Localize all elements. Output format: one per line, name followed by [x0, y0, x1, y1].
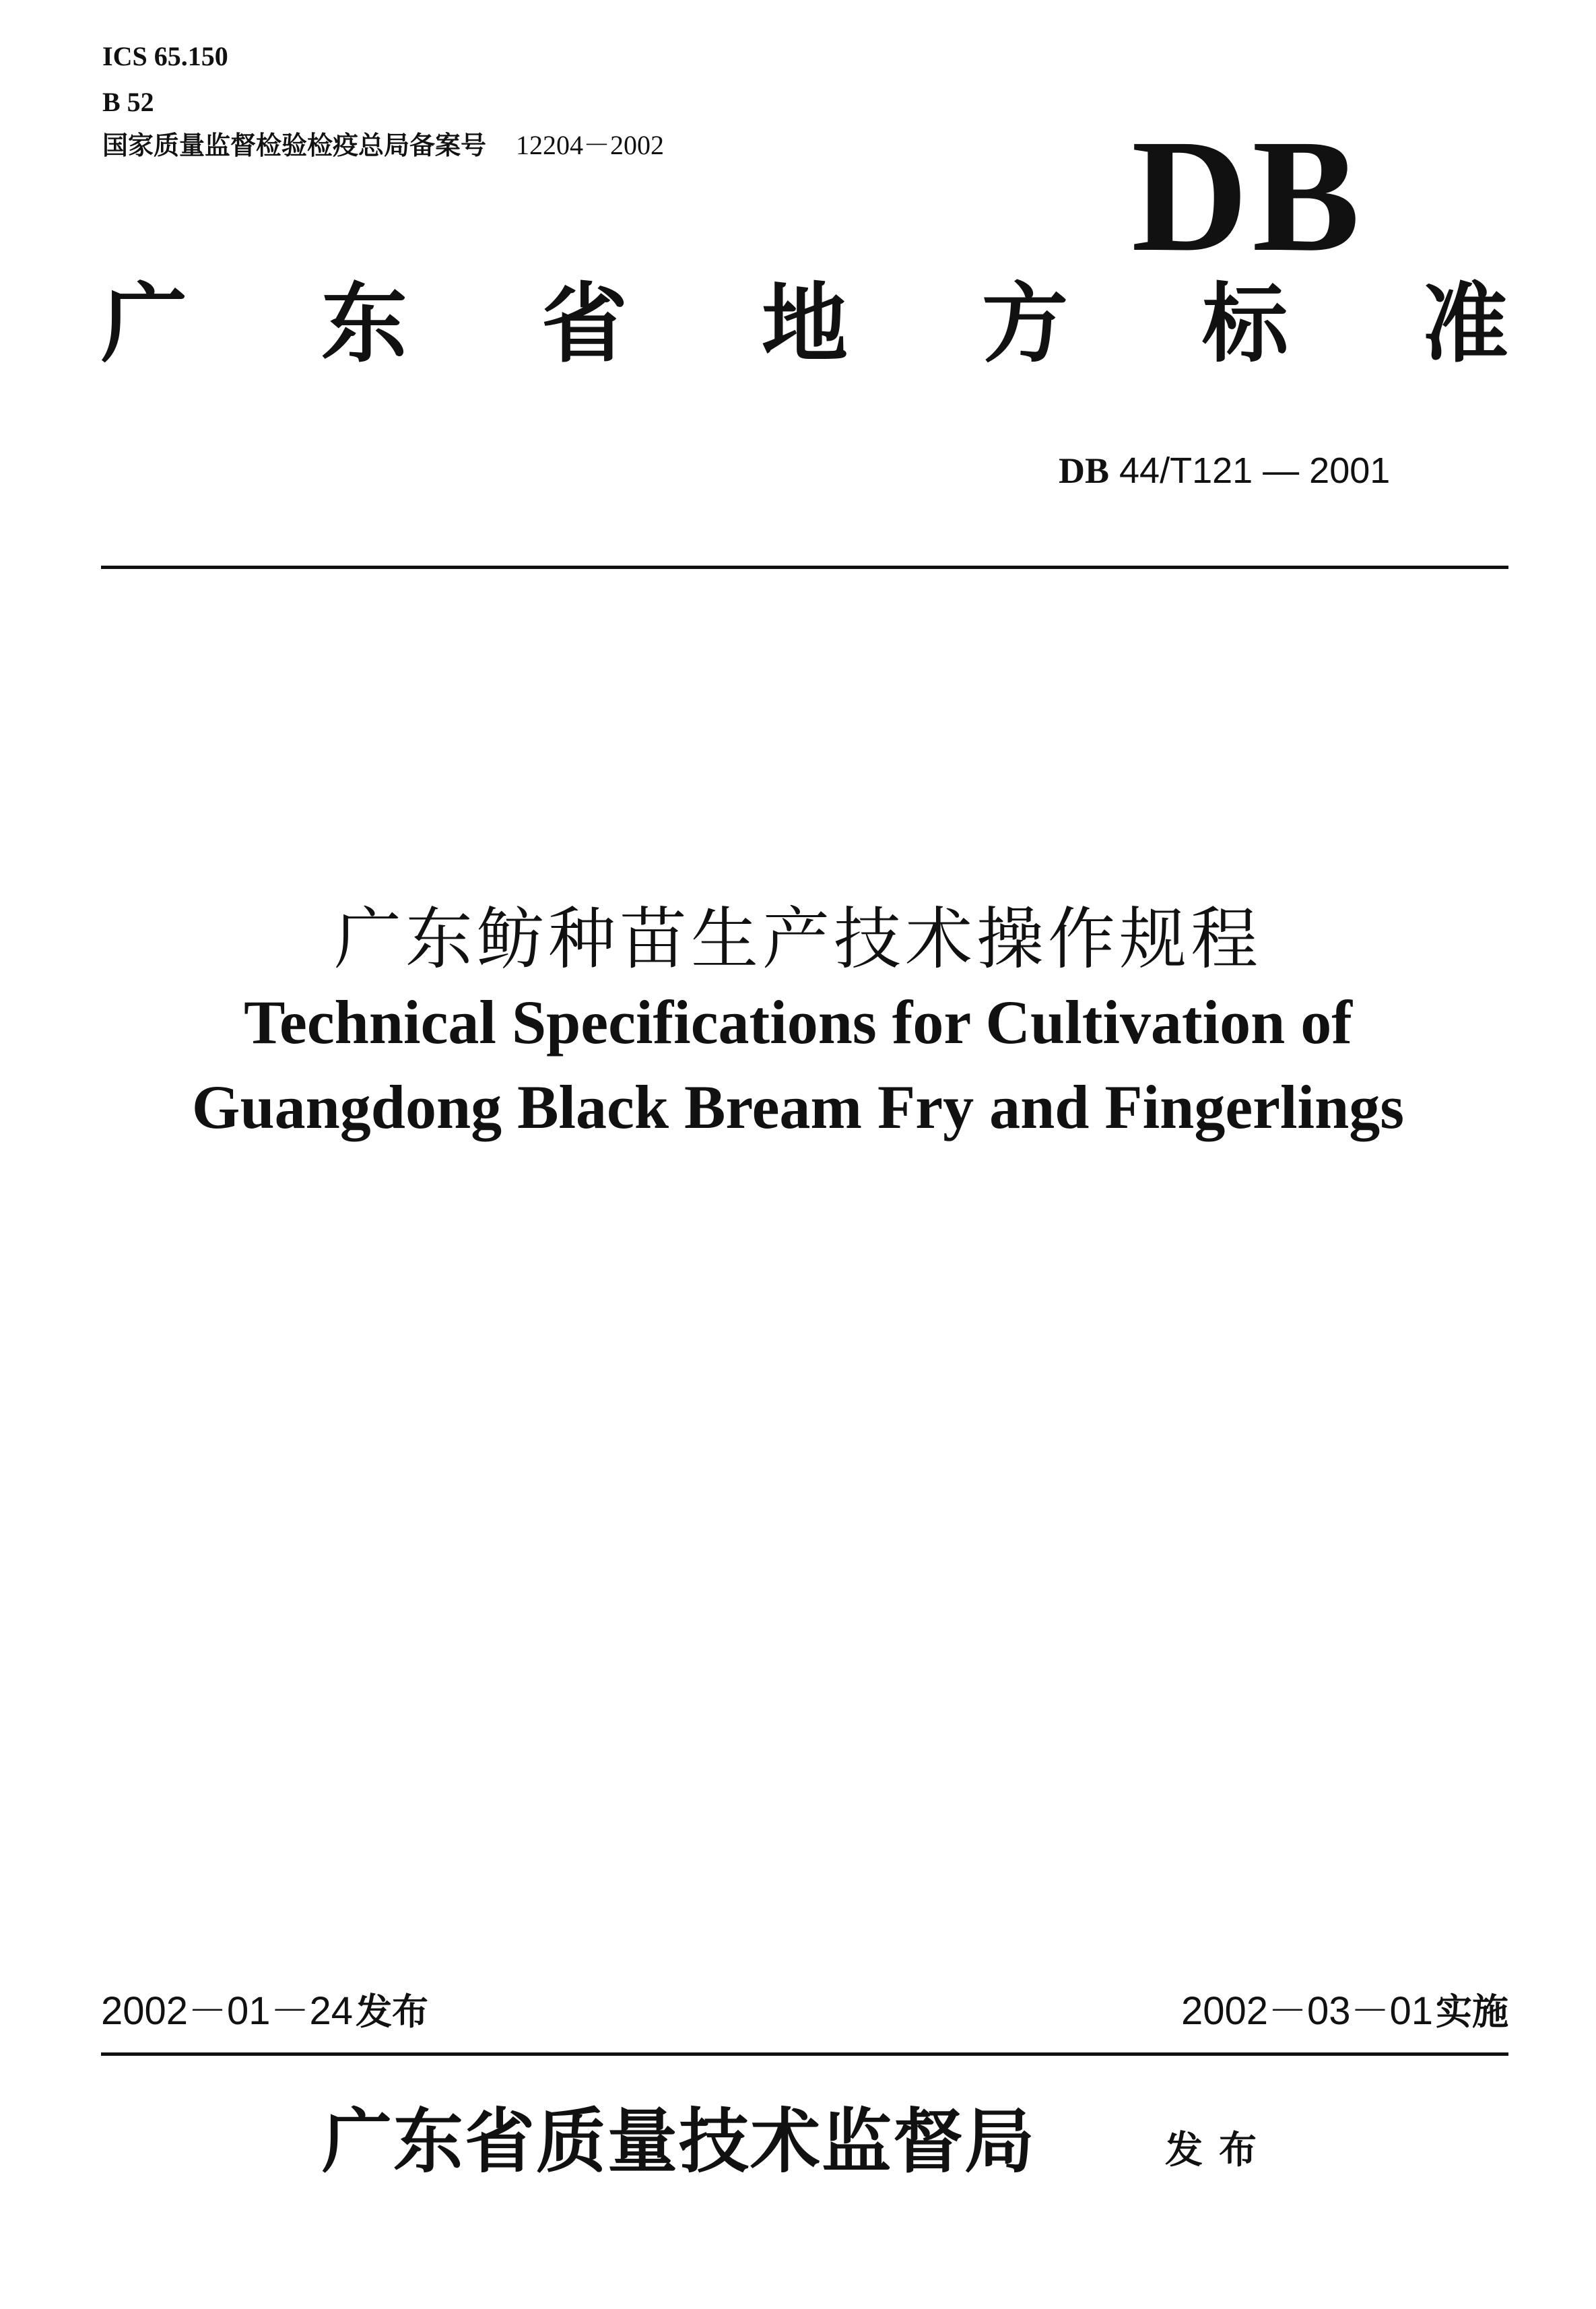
standard-type-char: 方 [981, 274, 1068, 374]
release-date: 2002－01－24 [101, 1989, 354, 2033]
effective-date-line [1181, 1989, 1508, 2033]
standard-number [1059, 450, 1391, 491]
bottom-divider [101, 2052, 1508, 2056]
title-english-line-2: Guangdong Black Bream Fry and Fingerlings [191, 1073, 1405, 1141]
effective-label: 实施 [1436, 1990, 1508, 2033]
release-label: 发布 [356, 1990, 429, 2033]
standard-type-char: 地 [761, 274, 848, 374]
title-english-line-1: Technical Specifications for Cultivation of [244, 988, 1352, 1057]
standard-number-code: 44/T121 — 2001 [1109, 450, 1391, 491]
registration-line [102, 132, 664, 159]
title-chinese: 广东鲂种苗生产技术操作规程 [334, 900, 1262, 978]
effective-date: 2002－03－01 [1181, 1989, 1433, 2033]
standard-type-heading [101, 274, 1508, 374]
standard-type-char: 标 [1201, 274, 1288, 374]
db-logo: DB [1131, 106, 1364, 285]
ics-code: ICS 65.150 [102, 41, 228, 71]
publisher-suffix: 发布 [1165, 2129, 1273, 2172]
release-date-line [101, 1989, 429, 2033]
publisher-name: 广东省质量技术监督局 [322, 2100, 1036, 2182]
standard-type-char: 准 [1422, 274, 1508, 374]
standard-type-char: 东 [321, 274, 407, 374]
standard-type-char: 省 [541, 274, 628, 374]
classification-code: B 52 [102, 87, 154, 117]
standard-number-prefix: DB [1059, 450, 1110, 491]
registration-number: 12204－2002 [516, 130, 665, 160]
top-divider [101, 566, 1508, 569]
standard-type-char: 广 [101, 274, 188, 374]
registration-label: 国家质量监督检验检疫总局备案号 [102, 131, 487, 160]
